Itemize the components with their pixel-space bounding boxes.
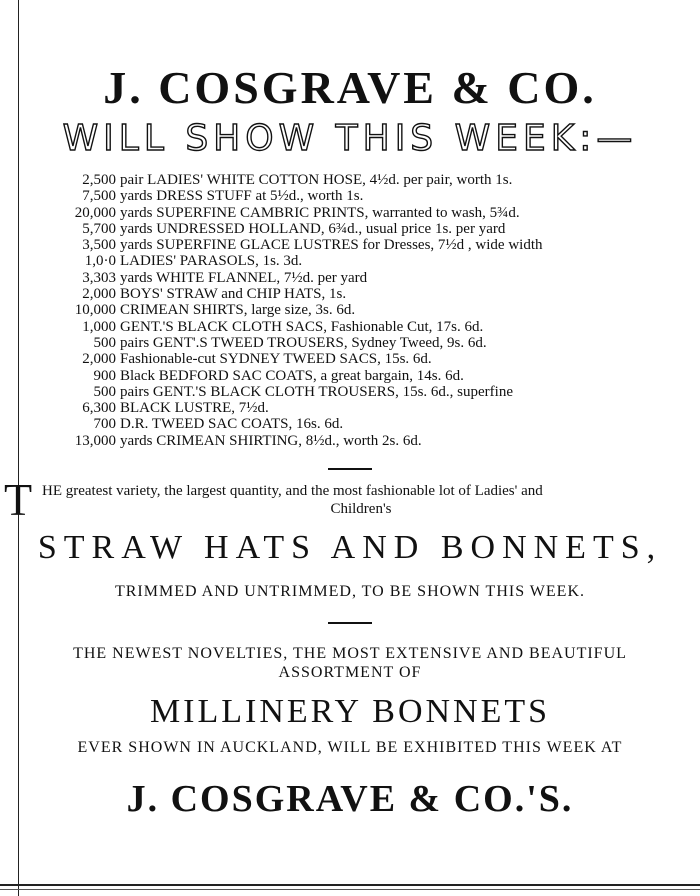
item-quantity: 7,500: [82, 188, 116, 205]
item-quantity: 700: [93, 416, 116, 433]
novelties-text: [0, 644, 700, 682]
list-item: [50, 286, 680, 302]
item-description: yards SUPERFINE CAMBRIC PRINTS, warranted to wash, 5¾d.: [120, 204, 520, 221]
list-item: [50, 253, 680, 269]
list-item: [50, 416, 680, 432]
list-item: [50, 368, 680, 384]
item-description: yards SUPERFINE GLACE LUSTRES for Dresses, 7½d , wide width: [120, 237, 543, 254]
novelties-line-1: THE NEWEST NOVELTIES, THE MOST EXTENSIVE AND BEAUTIFUL: [73, 645, 627, 662]
item-quantity: 5,700: [82, 220, 116, 237]
straw-hats-heading: STRAW HATS AND BONNETS,: [37, 529, 663, 566]
item-quantity: 1,000: [82, 318, 116, 335]
list-item: [50, 237, 680, 253]
list-item: [50, 384, 680, 400]
exhibition-line: EVER SHOWN IN AUCKLAND, WILL BE EXHIBITED THIS WEEK AT: [77, 739, 623, 756]
list-item: [50, 270, 680, 286]
item-quantity: 2,000: [82, 286, 116, 303]
item-quantity: 1,0·0: [84, 253, 116, 270]
list-item: [50, 433, 680, 449]
item-description: pairs GENT'.S TWEED TROUSERS, Sydney Tweed, 9s. 6d.: [120, 334, 487, 351]
divider-rule: [328, 468, 372, 470]
item-list: [50, 172, 680, 449]
item-description: D.R. TWEED SAC COATS, 16s. 6d.: [120, 416, 344, 433]
list-item: [50, 351, 680, 367]
item-description: Fashionable-cut SYDNEY TWEED SACS, 15s. 6d.: [120, 351, 432, 368]
item-quantity: 2,000: [82, 351, 116, 368]
item-quantity: 10,000: [74, 302, 116, 319]
list-item: [50, 319, 680, 335]
item-description: BLACK LUSTRE, 7½d.: [120, 400, 269, 417]
item-description: CRIMEAN SHIRTS, large size, 3s. 6d.: [120, 302, 356, 319]
list-item: [50, 302, 680, 318]
footer-title: J. COSGRAVE & CO.'S.: [126, 778, 574, 820]
item-description: GENT.'S BLACK CLOTH SACS, Fashionable Cut, 17s. 6d.: [120, 318, 484, 335]
list-item: [50, 335, 680, 351]
item-description: Black BEDFORD SAC COATS, a great bargain, 14s. 6d.: [120, 367, 464, 384]
straw-hats-subheading: TRIMMED AND UNTRIMMED, TO BE SHOWN THIS WEEK.: [114, 583, 586, 600]
item-quantity: 20,000: [74, 204, 116, 221]
item-quantity: 3,303: [82, 269, 116, 286]
item-description: LADIES' PARASOLS, 1s. 3d.: [120, 253, 303, 270]
item-description: BOYS' STRAW and CHIP HATS, 1s.: [120, 286, 347, 303]
millinery-heading: MILLINERY BONNETS: [149, 693, 551, 730]
item-description: yards UNDRESSED HOLLAND, 6¾d., usual price 1s. per yard: [120, 220, 506, 237]
drop-cap: T: [4, 474, 33, 525]
list-item: [50, 400, 680, 416]
list-item: [50, 188, 680, 204]
item-quantity: 2,500: [82, 172, 116, 188]
list-item: [50, 205, 680, 221]
list-item: [50, 221, 680, 237]
item-description: pair LADIES' WHITE COTTON HOSE, 4½d. per pair, worth 1s.: [120, 172, 513, 188]
intro-line-2: Children's: [330, 501, 392, 517]
item-quantity: 500: [93, 383, 116, 400]
item-quantity: 500: [93, 334, 116, 351]
item-description: yards DRESS STUFF at 5½d., worth 1s.: [120, 188, 364, 205]
item-quantity: 3,500: [82, 237, 116, 254]
bottom-rule-thin: [0, 889, 700, 890]
advert-title: J. COSGRAVE & CO.: [103, 62, 597, 113]
intro-paragraph: [22, 482, 700, 518]
divider-rule: [328, 622, 372, 624]
item-quantity: 6,300: [82, 400, 116, 417]
item-description: yards CRIMEAN SHIRTING, 8½d., worth 2s. 6d.: [120, 432, 422, 449]
item-description: pairs GENT.'S BLACK CLOTH TROUSERS, 15s. 6d., superfine: [120, 383, 513, 400]
bottom-rule: [0, 884, 700, 886]
intro-line-1: HE greatest variety, the largest quantity, and the most fashionable lot of Ladies' and: [42, 483, 543, 499]
advert-subtitle: WILL SHOW THIS WEEK:—: [62, 118, 638, 159]
list-item: [50, 172, 680, 188]
item-quantity: 900: [93, 367, 116, 384]
item-quantity: 13,000: [74, 432, 116, 449]
novelties-line-2: ASSORTMENT OF: [278, 664, 422, 681]
item-description: yards WHITE FLANNEL, 7½d. per yard: [120, 269, 368, 286]
